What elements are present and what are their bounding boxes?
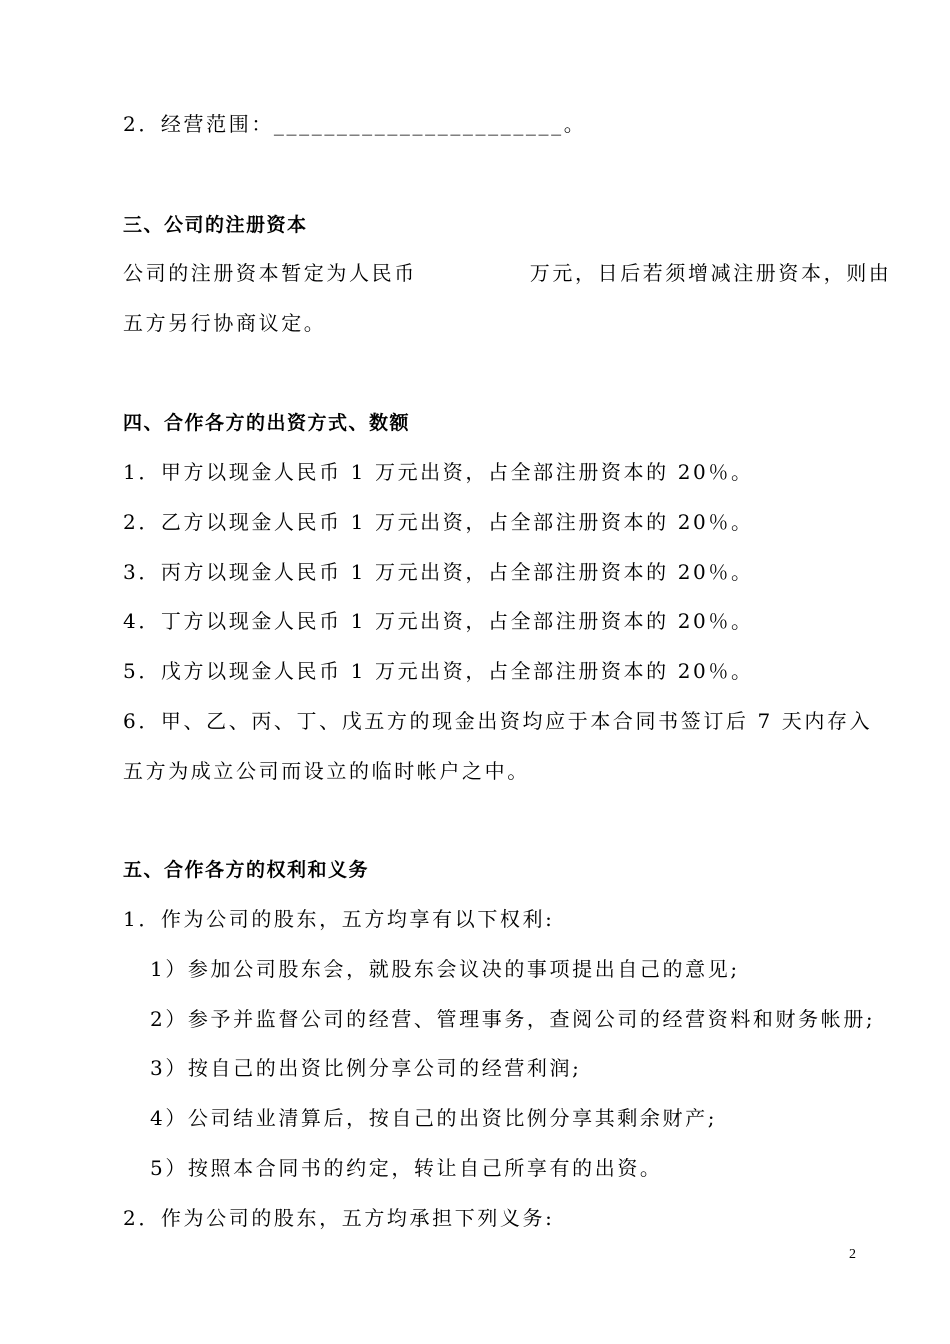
- deposit-paragraph-line-1: 6．甲、乙、丙、丁、戊五方的现金出资均应于本合同书签订后 7 天内存入: [123, 709, 873, 733]
- capital-paragraph-line-2: 五方另行协商议定。: [123, 311, 327, 335]
- contribution-item-3: 3．丙方以现金人民币 1 万元出资，占全部注册资本的 20％。: [123, 560, 754, 584]
- business-scope-line: 2．经营范围：_______________________。: [123, 112, 587, 136]
- rights-item-4: 4）公司结业清算后，按自己的出资比例分享其剩余财产;: [150, 1106, 718, 1130]
- capital-paragraph-line-1: 公司的注册资本暂定为人民币 万元，日后若须增减注册资本，则由: [123, 261, 892, 285]
- rights-item-1: 1）参加公司股东会，就股东会议决的事项提出自己的意见;: [150, 957, 740, 981]
- duties-intro: 2．作为公司的股东，五方均承担下列义务:: [123, 1206, 555, 1230]
- section-heading-rights-duties: 五、合作各方的权利和义务: [123, 859, 370, 881]
- rights-intro: 1．作为公司的股东，五方均享有以下权利:: [123, 907, 555, 931]
- section-heading-contributions: 四、合作各方的出资方式、数额: [123, 412, 411, 434]
- rights-item-3: 3）按自己的出资比例分享公司的经营利润;: [150, 1056, 582, 1080]
- deposit-paragraph-line-2: 五方为成立公司而设立的临时帐户之中。: [123, 759, 530, 783]
- rights-item-2: 2）参予并监督公司的经营、管理事务，查阅公司的经营资料和财务帐册;: [150, 1007, 876, 1031]
- contribution-item-4: 4．丁方以现金人民币 1 万元出资，占全部注册资本的 20％。: [123, 609, 754, 633]
- page-number: 2: [849, 1247, 856, 1262]
- section-heading-registered-capital: 三、公司的注册资本: [123, 214, 308, 236]
- contribution-item-1: 1．甲方以现金人民币 1 万元出资，占全部注册资本的 20％。: [123, 460, 754, 484]
- contribution-item-2: 2．乙方以现金人民币 1 万元出资，占全部注册资本的 20％。: [123, 510, 754, 534]
- contribution-item-5: 5．戊方以现金人民币 1 万元出资，占全部注册资本的 20％。: [123, 659, 754, 683]
- rights-item-5: 5）按照本合同书的约定，转让自己所享有的出资。: [150, 1156, 663, 1180]
